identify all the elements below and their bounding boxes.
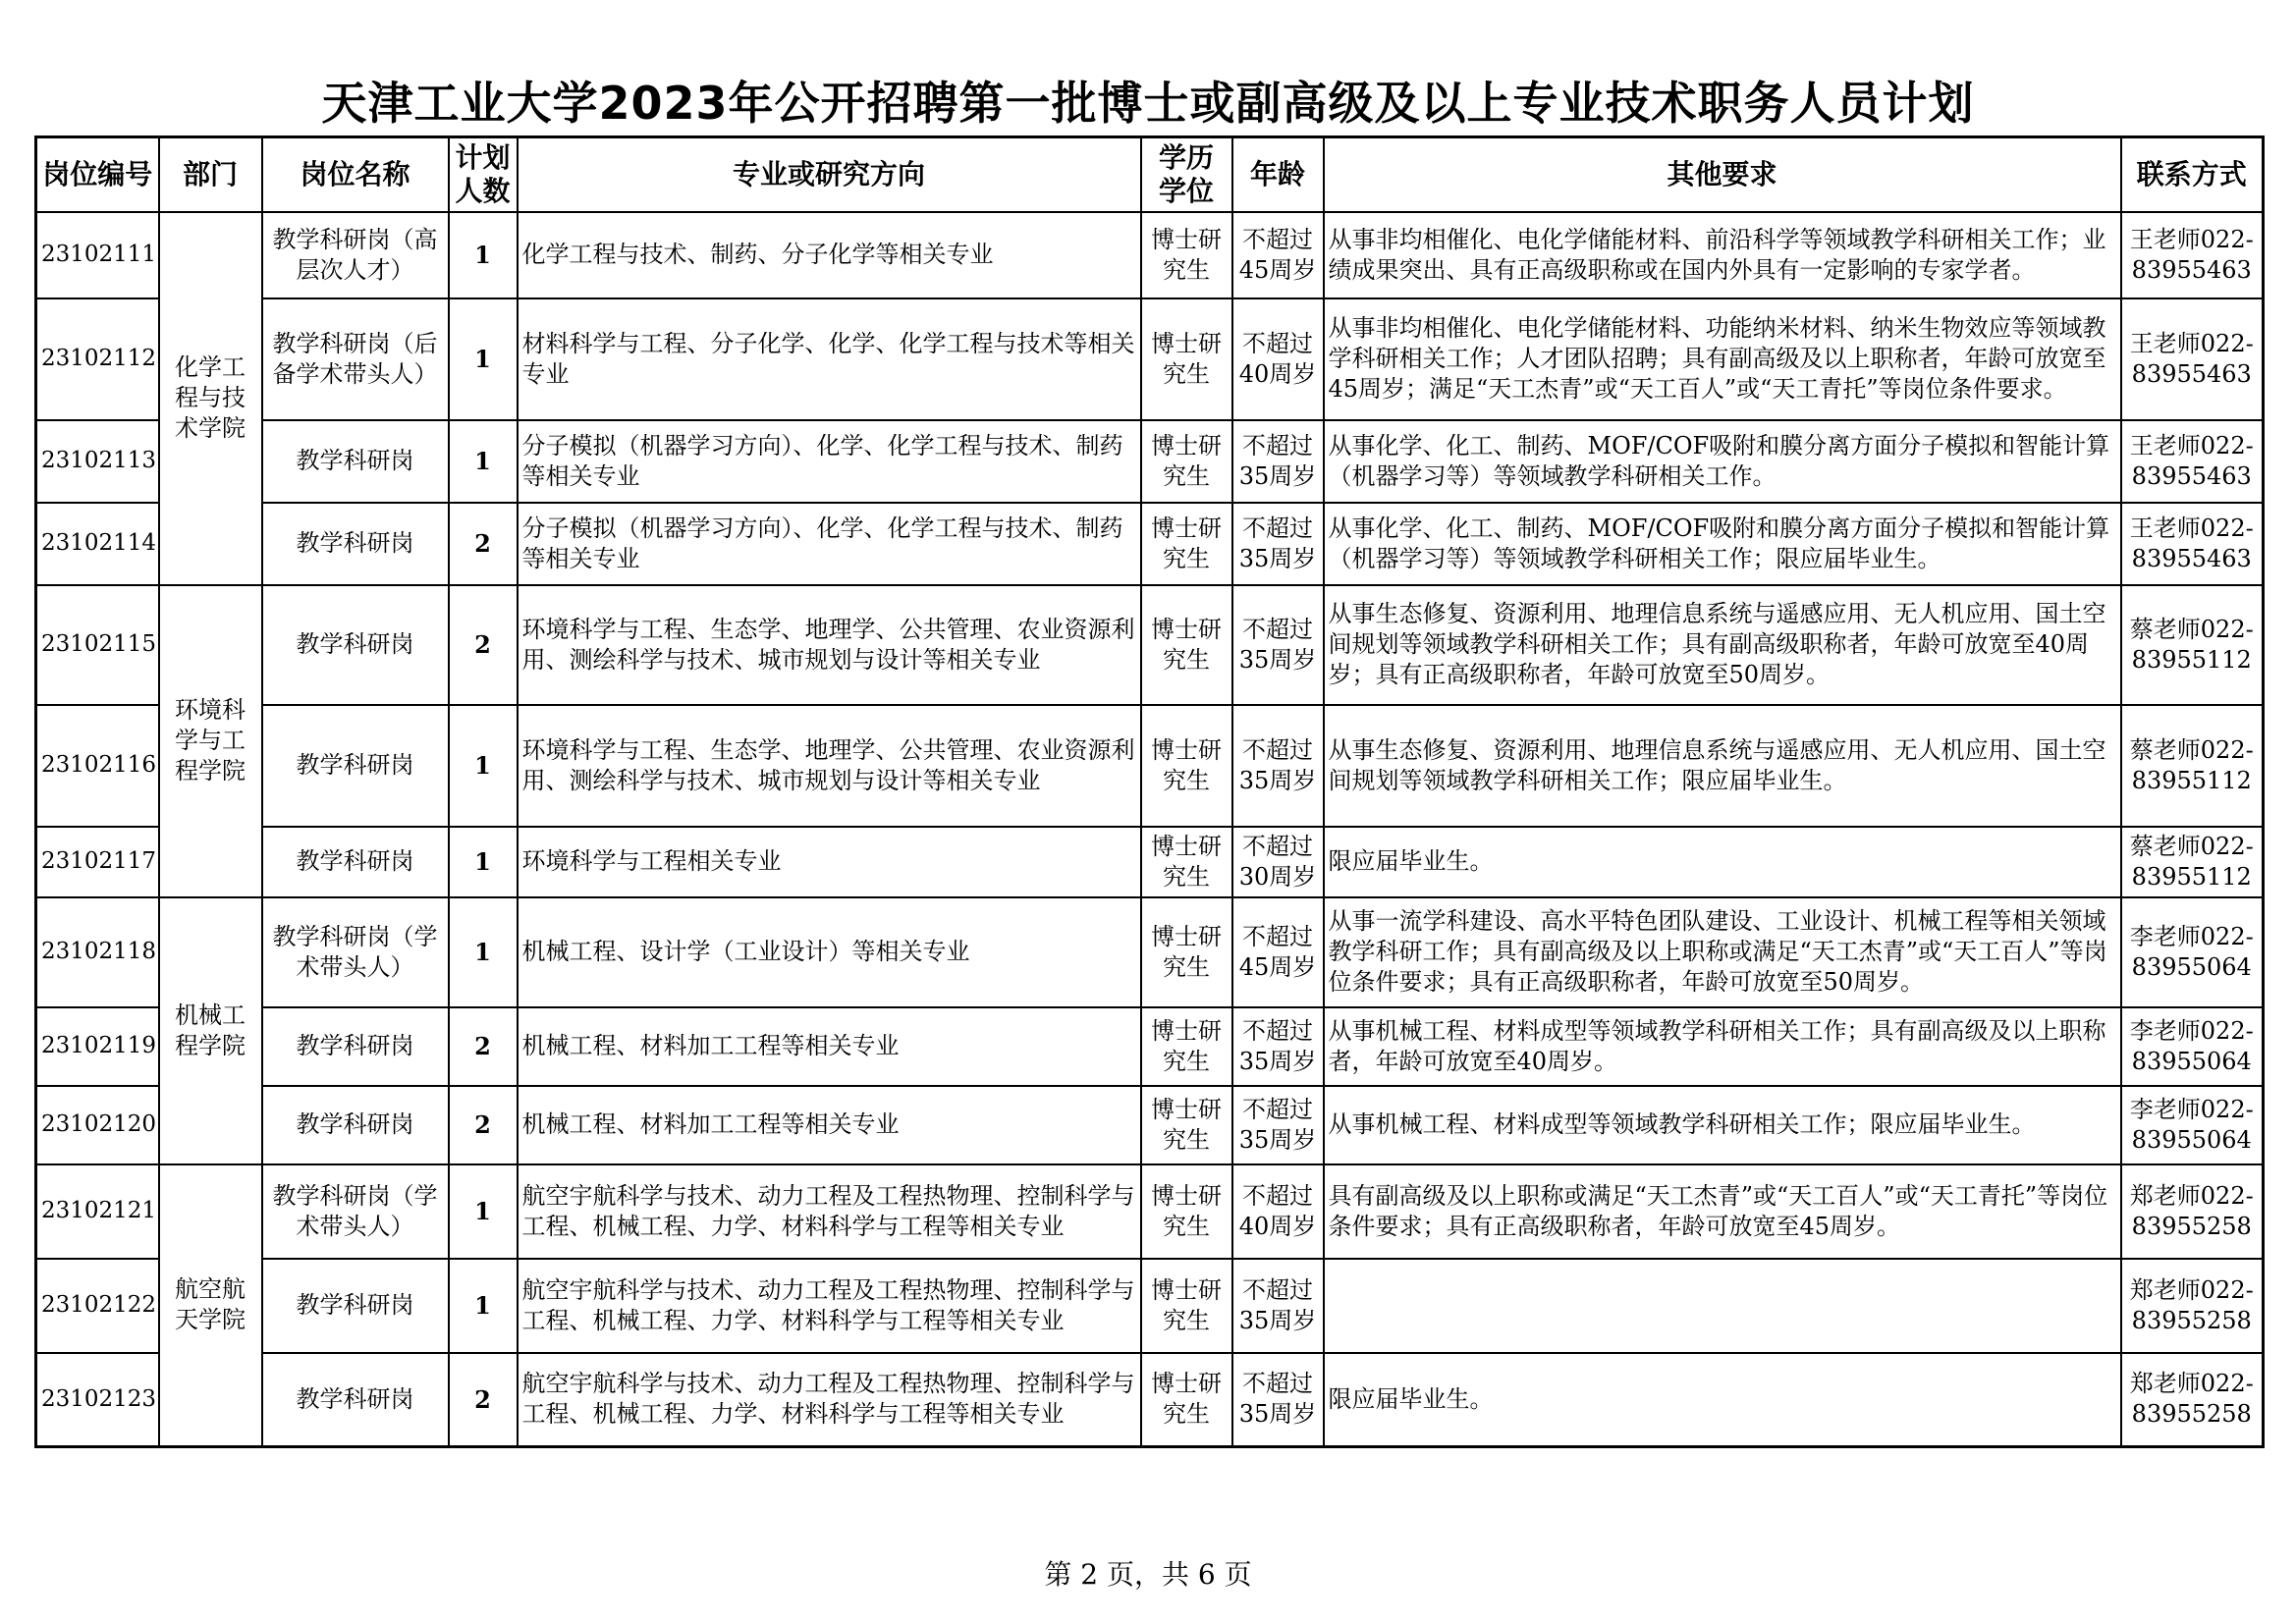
cell-age: 不超过35周岁	[1232, 420, 1324, 503]
cell-other: 限应届毕业生。	[1324, 1353, 2121, 1447]
cell-code: 23102118	[36, 897, 159, 1007]
cell-degree: 博士研究生	[1141, 1007, 1232, 1086]
cell-position: 教学科研岗	[262, 1007, 449, 1086]
cell-degree: 博士研究生	[1141, 1259, 1232, 1353]
header-dept: 部门	[159, 137, 262, 212]
cell-other: 从事非均相催化、电化学储能材料、功能纳米材料、纳米生物效应等领域教学科研相关工作；人才团队招聘；具有副高级及以上职称者，年龄可放宽至45周岁；满足“天工杰青”或“天工百人”或“天工青托”等岗位条件要求。	[1324, 298, 2121, 420]
table-row	[36, 827, 2264, 897]
cell-other: 从事非均相催化、电化学储能材料、前沿科学等领域教学科研相关工作；业绩成果突出、具有正高级职称或在国内外具有一定影响的专家学者。	[1324, 212, 2121, 298]
cell-code: 23102123	[36, 1353, 159, 1447]
cell-other: 从事生态修复、资源利用、地理信息系统与遥感应用、无人机应用、国土空间规划等领域教学科研相关工作；限应届毕业生。	[1324, 705, 2121, 827]
cell-age: 不超过35周岁	[1232, 1259, 1324, 1353]
document-title: 天津工业大学2023年公开招聘第一批博士或副高级及以上专业技术职务人员计划	[321, 77, 1975, 130]
cell-age: 不超过35周岁	[1232, 503, 1324, 585]
cell-contact: 李老师022-83955064	[2121, 1086, 2264, 1164]
cell-degree: 博士研究生	[1141, 827, 1232, 897]
cell-dept: 航空航天学院	[159, 1164, 262, 1447]
cell-major: 分子模拟（机器学习方向）、化学、化学工程与技术、制药等相关专业	[518, 503, 1141, 585]
table-row	[36, 897, 2264, 1007]
table-row	[36, 1353, 2264, 1447]
cell-position: 教学科研岗	[262, 1086, 449, 1164]
cell-major: 机械工程、材料加工工程等相关专业	[518, 1007, 1141, 1086]
cell-count: 1	[449, 1259, 518, 1353]
cell-degree: 博士研究生	[1141, 585, 1232, 705]
cell-position: 教学科研岗	[262, 420, 449, 503]
cell-contact: 王老师022-83955463	[2121, 420, 2264, 503]
cell-other	[1324, 1259, 2121, 1353]
cell-degree: 博士研究生	[1141, 298, 1232, 420]
cell-degree: 博士研究生	[1141, 212, 1232, 298]
cell-position: 教学科研岗	[262, 705, 449, 827]
cell-code: 23102121	[36, 1164, 159, 1259]
cell-position: 教学科研岗	[262, 827, 449, 897]
cell-contact: 郑老师022-83955258	[2121, 1353, 2264, 1447]
cell-degree: 博士研究生	[1141, 1164, 1232, 1259]
cell-other: 从事化学、化工、制药、MOF/COF吸附和膜分离方面分子模拟和智能计算（机器学习等）等领域教学科研相关工作。	[1324, 420, 2121, 503]
cell-count: 2	[449, 1086, 518, 1164]
header-degree: 学历学位	[1141, 137, 1232, 212]
cell-position: 教学科研岗	[262, 1259, 449, 1353]
cell-major: 航空宇航科学与技术、动力工程及工程热物理、控制科学与工程、机械工程、力学、材料科学与工程等相关专业	[518, 1259, 1141, 1353]
table-row	[36, 1259, 2264, 1353]
cell-other: 从事生态修复、资源利用、地理信息系统与遥感应用、无人机应用、国土空间规划等领域教学科研相关工作；具有副高级职称者，年龄可放宽至40周岁；具有正高级职称者，年龄可放宽至50周岁。	[1324, 585, 2121, 705]
cell-major: 环境科学与工程相关专业	[518, 827, 1141, 897]
cell-count: 1	[449, 298, 518, 420]
cell-dept: 化学工程与技术学院	[159, 212, 262, 585]
cell-major: 环境科学与工程、生态学、地理学、公共管理、农业资源利用、测绘科学与技术、城市规划与设计等相关专业	[518, 585, 1141, 705]
cell-age: 不超过40周岁	[1232, 298, 1324, 420]
cell-degree: 博士研究生	[1141, 1086, 1232, 1164]
cell-degree: 博士研究生	[1141, 420, 1232, 503]
page-footer: 第 2 页，共 6 页	[1044, 1558, 1252, 1591]
cell-age: 不超过35周岁	[1232, 1353, 1324, 1447]
cell-count: 1	[449, 420, 518, 503]
cell-other: 从事机械工程、材料成型等领域教学科研相关工作；具有副高级及以上职称者，年龄可放宽至40周岁。	[1324, 1007, 2121, 1086]
cell-count: 1	[449, 1164, 518, 1259]
cell-contact: 王老师022-83955463	[2121, 298, 2264, 420]
cell-major: 分子模拟（机器学习方向）、化学、化学工程与技术、制药等相关专业	[518, 420, 1141, 503]
cell-count: 2	[449, 585, 518, 705]
cell-age: 不超过35周岁	[1232, 585, 1324, 705]
cell-code: 23102115	[36, 585, 159, 705]
cell-count: 1	[449, 897, 518, 1007]
cell-contact: 蔡老师022-83955112	[2121, 585, 2264, 705]
cell-other: 从事一流学科建设、高水平特色团队建设、工业设计、机械工程等相关领域教学科研工作；具有副高级及以上职称或满足“天工杰青”或“天工百人”等岗位条件要求；具有正高级职称者，年龄可放宽至50周岁。	[1324, 897, 2121, 1007]
cell-contact: 郑老师022-83955258	[2121, 1259, 2264, 1353]
cell-major: 材料科学与工程、分子化学、化学、化学工程与技术等相关专业	[518, 298, 1141, 420]
cell-contact: 王老师022-83955463	[2121, 503, 2264, 585]
header-other: 其他要求	[1324, 137, 2121, 212]
cell-age: 不超过45周岁	[1232, 212, 1324, 298]
header-code: 岗位编号	[36, 137, 159, 212]
header-count: 计划人数	[449, 137, 518, 212]
cell-code: 23102114	[36, 503, 159, 585]
cell-position: 教学科研岗（高层次人才）	[262, 212, 449, 298]
cell-age: 不超过35周岁	[1232, 1086, 1324, 1164]
cell-degree: 博士研究生	[1141, 503, 1232, 585]
header-contact: 联系方式	[2121, 137, 2264, 212]
cell-dept: 机械工程学院	[159, 897, 262, 1164]
table-row	[36, 705, 2264, 827]
header-age: 年龄	[1232, 137, 1324, 212]
cell-major: 航空宇航科学与技术、动力工程及工程热物理、控制科学与工程、机械工程、力学、材料科学与工程等相关专业	[518, 1353, 1141, 1447]
cell-major: 机械工程、材料加工工程等相关专业	[518, 1086, 1141, 1164]
cell-position: 教学科研岗	[262, 585, 449, 705]
table-row	[36, 212, 2264, 298]
table-row	[36, 585, 2264, 705]
cell-code: 23102117	[36, 827, 159, 897]
cell-count: 1	[449, 827, 518, 897]
cell-position: 教学科研岗（后备学术带头人）	[262, 298, 449, 420]
cell-other: 从事化学、化工、制药、MOF/COF吸附和膜分离方面分子模拟和智能计算（机器学习等）等领域教学科研相关工作；限应届毕业生。	[1324, 503, 2121, 585]
cell-position: 教学科研岗（学术带头人）	[262, 897, 449, 1007]
header-major: 专业或研究方向	[518, 137, 1141, 212]
cell-other: 限应届毕业生。	[1324, 827, 2121, 897]
cell-code: 23102120	[36, 1086, 159, 1164]
cell-degree: 博士研究生	[1141, 705, 1232, 827]
cell-code: 23102116	[36, 705, 159, 827]
header-row	[36, 137, 2264, 212]
cell-major: 机械工程、设计学（工业设计）等相关专业	[518, 897, 1141, 1007]
cell-count: 2	[449, 1353, 518, 1447]
cell-contact: 蔡老师022-83955112	[2121, 705, 2264, 827]
table-row	[36, 503, 2264, 585]
cell-age: 不超过45周岁	[1232, 897, 1324, 1007]
cell-count: 2	[449, 503, 518, 585]
cell-contact: 蔡老师022-83955112	[2121, 827, 2264, 897]
cell-position: 教学科研岗	[262, 503, 449, 585]
cell-count: 1	[449, 212, 518, 298]
cell-major: 化学工程与技术、制药、分子化学等相关专业	[518, 212, 1141, 298]
cell-code: 23102122	[36, 1259, 159, 1353]
cell-age: 不超过30周岁	[1232, 827, 1324, 897]
cell-count: 1	[449, 705, 518, 827]
cell-other: 具有副高级及以上职称或满足“天工杰青”或“天工百人”或“天工青托”等岗位条件要求；具有正高级职称者，年龄可放宽至45周岁。	[1324, 1164, 2121, 1259]
cell-contact: 王老师022-83955463	[2121, 212, 2264, 298]
recruitment-table	[34, 135, 2265, 1448]
cell-other: 从事机械工程、材料成型等领域教学科研相关工作；限应届毕业生。	[1324, 1086, 2121, 1164]
cell-age: 不超过35周岁	[1232, 705, 1324, 827]
cell-degree: 博士研究生	[1141, 897, 1232, 1007]
table-row	[36, 420, 2264, 503]
table-row	[36, 1164, 2264, 1259]
cell-code: 23102119	[36, 1007, 159, 1086]
cell-contact: 郑老师022-83955258	[2121, 1164, 2264, 1259]
cell-age: 不超过35周岁	[1232, 1007, 1324, 1086]
cell-degree: 博士研究生	[1141, 1353, 1232, 1447]
cell-age: 不超过40周岁	[1232, 1164, 1324, 1259]
cell-contact: 李老师022-83955064	[2121, 897, 2264, 1007]
cell-position: 教学科研岗（学术带头人）	[262, 1164, 449, 1259]
cell-major: 航空宇航科学与技术、动力工程及工程热物理、控制科学与工程、机械工程、力学、材料科学与工程等相关专业	[518, 1164, 1141, 1259]
cell-code: 23102113	[36, 420, 159, 503]
cell-count: 2	[449, 1007, 518, 1086]
table-row	[36, 1007, 2264, 1086]
cell-code: 23102112	[36, 298, 159, 420]
cell-dept: 环境科学与工程学院	[159, 585, 262, 897]
table-row	[36, 1086, 2264, 1164]
cell-code: 23102111	[36, 212, 159, 298]
cell-position: 教学科研岗	[262, 1353, 449, 1447]
table-row	[36, 298, 2264, 420]
cell-contact: 李老师022-83955064	[2121, 1007, 2264, 1086]
header-position: 岗位名称	[262, 137, 449, 212]
cell-major: 环境科学与工程、生态学、地理学、公共管理、农业资源利用、测绘科学与技术、城市规划与设计等相关专业	[518, 705, 1141, 827]
